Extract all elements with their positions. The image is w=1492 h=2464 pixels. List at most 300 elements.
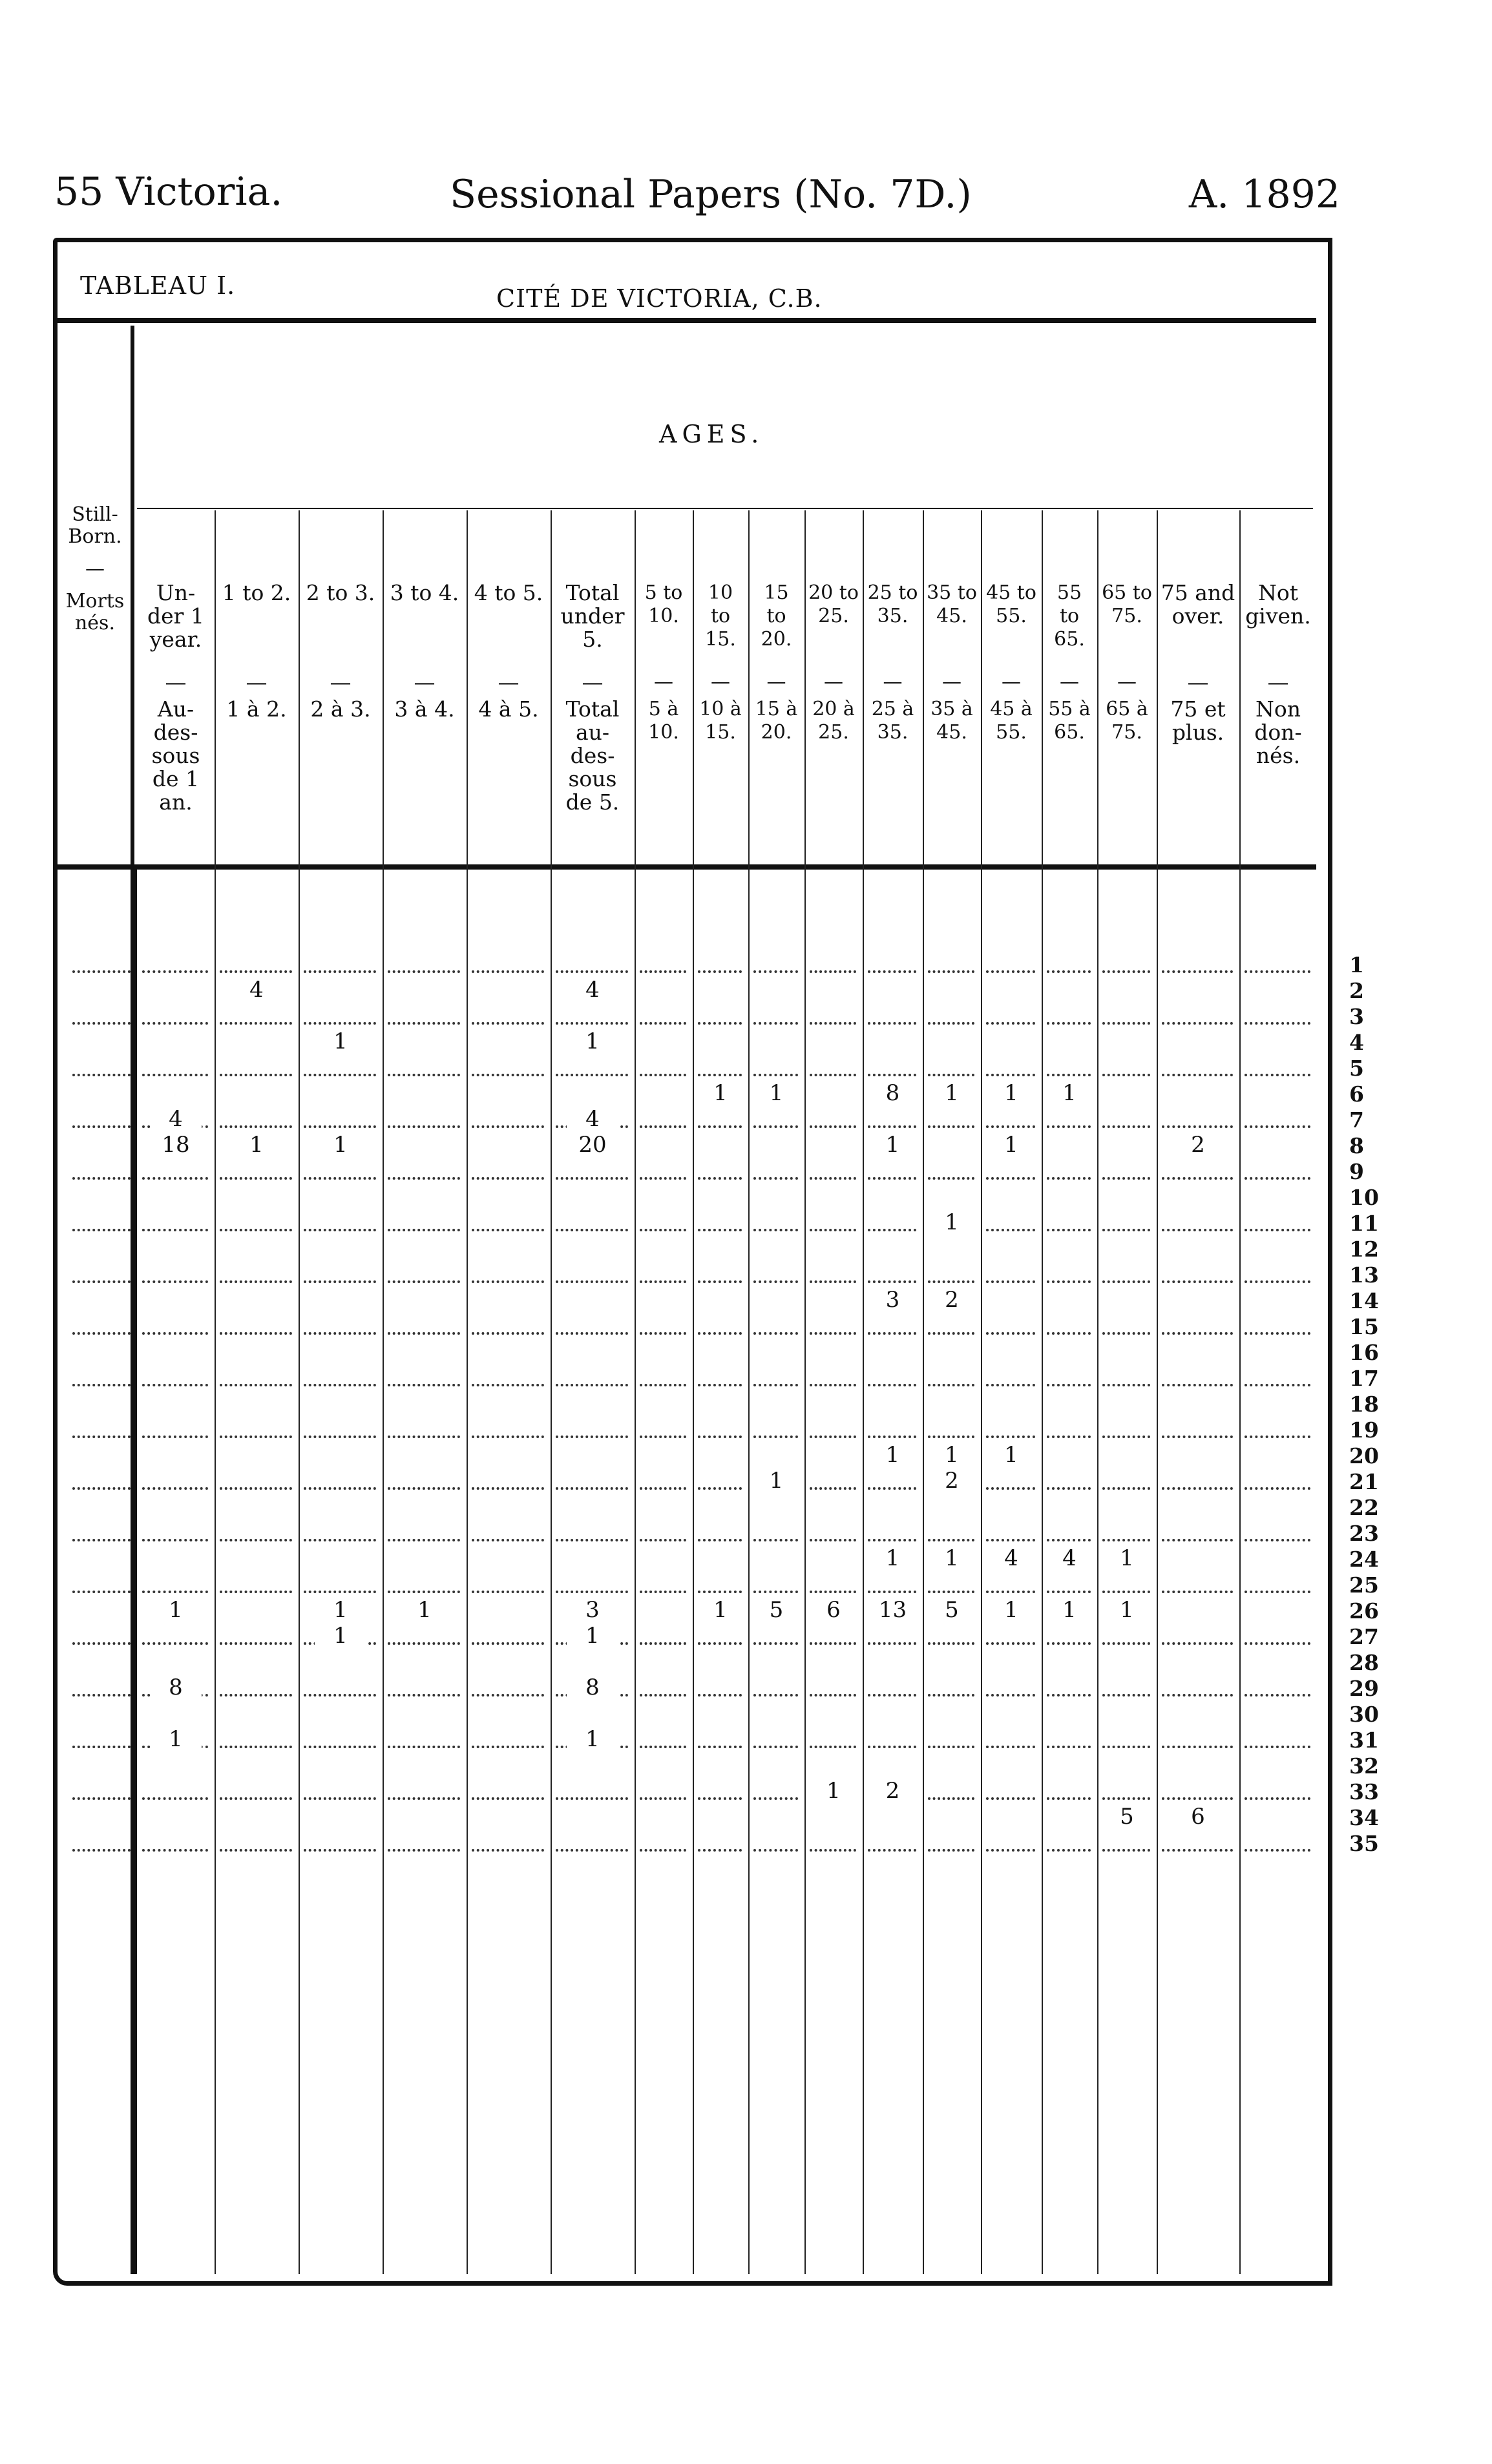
dot-leader <box>142 970 208 973</box>
dot-leader <box>810 1022 856 1025</box>
dot-leader <box>220 1436 292 1438</box>
dot-leader <box>640 1849 686 1852</box>
dot-leader <box>304 1487 376 1490</box>
dot-leader <box>928 1694 974 1697</box>
data-cell: 2 <box>926 1468 978 1494</box>
dot-leader <box>556 1229 628 1231</box>
line-number: 32 <box>1349 1753 1379 1779</box>
dot-leader <box>810 1849 856 1852</box>
dot-leader <box>1162 1074 1233 1076</box>
dot-leader <box>810 970 856 973</box>
dot-leader <box>304 970 376 973</box>
dot-leader <box>472 1280 544 1283</box>
dot-leader <box>1245 1591 1310 1593</box>
dot-leader <box>640 1694 686 1697</box>
column-header-dash: — <box>942 671 961 693</box>
data-cell: 4 <box>231 977 282 1003</box>
dot-leader <box>928 1797 974 1800</box>
column-header-en: 1 to 2. <box>222 580 291 605</box>
data-cell: 8 <box>567 1675 618 1700</box>
line-number: 7 <box>1349 1107 1364 1133</box>
dot-leader <box>72 1436 131 1438</box>
dot-leader <box>986 1797 1035 1800</box>
dot-leader <box>753 1642 798 1645</box>
dot-leader <box>72 970 131 973</box>
data-cell: 8 <box>150 1675 202 1700</box>
dot-leader <box>556 1849 628 1852</box>
dot-leader <box>388 1694 460 1697</box>
column-header <box>383 581 467 721</box>
line-number: 19 <box>1349 1417 1379 1443</box>
data-cell: 3 <box>567 1597 618 1623</box>
dot-leader <box>220 1797 292 1800</box>
dot-leader <box>1162 1229 1233 1231</box>
data-cell: 5 <box>926 1597 978 1623</box>
dot-leader <box>1245 1332 1310 1335</box>
column-divider <box>467 510 468 2274</box>
column-header <box>215 581 299 721</box>
dot-leader <box>698 1229 742 1231</box>
dot-leader <box>304 1436 376 1438</box>
column-header <box>923 581 981 744</box>
dot-leader <box>698 1487 742 1490</box>
dot-leader <box>986 1074 1035 1076</box>
data-cell: 1 <box>867 1545 919 1571</box>
dot-leader <box>640 1280 686 1283</box>
dot-leader <box>388 1591 460 1593</box>
dot-leader <box>810 1591 856 1593</box>
column-header-en: 25 to 35. <box>867 581 918 627</box>
dot-leader <box>72 1642 131 1645</box>
dot-leader <box>640 1591 686 1593</box>
dot-leader <box>1047 1591 1091 1593</box>
data-cell: 4 <box>567 977 618 1003</box>
dot-leader <box>640 1487 686 1490</box>
column-header <box>1157 581 1239 744</box>
dot-leader <box>640 1229 686 1231</box>
column-header-fr: Total au- des- sous de 5. <box>565 696 620 815</box>
dot-leader <box>868 1849 916 1852</box>
dot-leader <box>810 1384 856 1386</box>
dot-leader <box>698 1849 742 1852</box>
column-header-fr: 65 à 75. <box>1106 698 1148 744</box>
dot-leader <box>1162 1487 1233 1490</box>
line-number: 17 <box>1349 1366 1379 1391</box>
dot-leader <box>472 1487 544 1490</box>
dot-leader <box>72 1487 131 1490</box>
dot-leader <box>986 1436 1035 1438</box>
dot-leader <box>304 1125 376 1128</box>
dot-leader <box>640 1384 686 1386</box>
dot-leader <box>1047 1177 1091 1180</box>
dot-leader <box>868 1591 916 1593</box>
dot-leader <box>986 1177 1035 1180</box>
ages-rule <box>137 508 1313 509</box>
data-cell: 1 <box>231 1132 282 1158</box>
line-number: 35 <box>1349 1831 1379 1856</box>
dot-leader <box>986 1280 1035 1283</box>
dot-leader <box>1047 1642 1091 1645</box>
dot-leader <box>388 1384 460 1386</box>
dot-leader <box>1162 1436 1233 1438</box>
data-cell: 1 <box>695 1080 746 1106</box>
line-number: 15 <box>1349 1314 1379 1339</box>
line-number: 1 <box>1349 952 1364 977</box>
column-divider <box>215 510 216 2274</box>
dot-leader <box>928 1280 974 1283</box>
column-header-en: 4 to 5. <box>474 580 543 605</box>
dot-leader <box>72 1022 131 1025</box>
dot-leader <box>698 1384 742 1386</box>
data-cell: 1 <box>985 1080 1037 1106</box>
dot-leader <box>1245 1797 1310 1800</box>
dot-leader <box>304 1074 376 1076</box>
dot-leader <box>142 1591 208 1593</box>
dot-leader <box>472 1849 544 1852</box>
dot-leader <box>810 1487 856 1490</box>
dot-leader <box>810 1539 856 1541</box>
dot-leader <box>472 1332 544 1335</box>
dot-leader <box>1047 1022 1091 1025</box>
line-number: 8 <box>1349 1133 1364 1158</box>
dot-leader <box>986 1332 1035 1335</box>
dot-leader <box>1245 1125 1310 1128</box>
header-bottom-rule <box>53 864 1316 870</box>
dot-leader <box>986 1591 1035 1593</box>
dot-leader <box>1162 1642 1233 1645</box>
data-cell: 1 <box>567 1028 618 1054</box>
data-cell: 1 <box>985 1132 1037 1158</box>
dot-leader <box>1102 1229 1150 1231</box>
dot-leader <box>1245 1539 1310 1541</box>
dot-leader <box>72 1384 131 1386</box>
dot-leader <box>1047 1074 1091 1076</box>
dot-leader <box>1102 1332 1150 1335</box>
dot-leader <box>220 1332 292 1335</box>
dot-leader <box>868 1642 916 1645</box>
data-cell: 6 <box>808 1597 859 1623</box>
dot-leader <box>304 1384 376 1386</box>
dot-leader <box>556 1384 628 1386</box>
dot-leader <box>1245 1280 1310 1283</box>
column-divider <box>1239 510 1241 2274</box>
dot-leader <box>72 1177 131 1180</box>
dot-leader <box>868 1332 916 1335</box>
dot-leader <box>1047 1280 1091 1283</box>
dot-leader <box>868 1487 916 1490</box>
line-number: 21 <box>1349 1469 1379 1494</box>
column-header-fr: 15 à 20. <box>755 698 798 744</box>
column-header-dash: — <box>1060 671 1079 693</box>
dot-leader <box>1245 1074 1310 1076</box>
dot-leader <box>753 1074 798 1076</box>
column-header-en: Un- der 1 year. <box>147 580 204 652</box>
data-cell: 1 <box>315 1028 366 1054</box>
dot-leader <box>388 1280 460 1283</box>
data-cell: 1 <box>315 1623 366 1649</box>
dot-leader <box>142 1539 208 1541</box>
line-number: 4 <box>1349 1030 1364 1055</box>
data-cell: 5 <box>1101 1804 1153 1830</box>
data-cell: 2 <box>926 1287 978 1313</box>
dot-leader <box>753 1797 798 1800</box>
dot-leader <box>388 1074 460 1076</box>
dot-leader <box>868 1746 916 1748</box>
data-cell: 1 <box>926 1209 978 1235</box>
dot-leader <box>753 1694 798 1697</box>
dot-leader <box>810 1229 856 1231</box>
dot-leader <box>868 1125 916 1128</box>
sessional-papers-label: Sessional Papers (No. 7D.) <box>450 172 972 217</box>
line-number: 28 <box>1349 1650 1379 1675</box>
dot-leader <box>1047 1229 1091 1231</box>
dot-leader <box>1245 1177 1310 1180</box>
dot-leader <box>928 1591 974 1593</box>
dot-leader <box>556 1797 628 1800</box>
column-header-en: 10 to 15. <box>705 581 736 651</box>
column-header-fr: 1 à 2. <box>226 696 287 722</box>
column-header-dash: — <box>330 669 352 694</box>
dot-leader <box>304 1539 376 1541</box>
dot-leader <box>72 1074 131 1076</box>
dot-leader <box>220 1125 292 1128</box>
dot-leader <box>72 1229 131 1231</box>
data-cell: 1 <box>315 1132 366 1158</box>
dot-leader <box>220 1642 292 1645</box>
dot-leader <box>556 1022 628 1025</box>
dot-leader <box>698 1539 742 1541</box>
dot-leader <box>472 1384 544 1386</box>
line-number: 27 <box>1349 1624 1379 1649</box>
column-header-dash: — <box>582 669 604 694</box>
dot-leader <box>986 1487 1035 1490</box>
line-number: 18 <box>1349 1392 1379 1417</box>
dot-leader <box>1245 970 1310 973</box>
data-cell: 1 <box>567 1623 618 1649</box>
dot-leader <box>142 1177 208 1180</box>
dot-leader <box>753 1384 798 1386</box>
data-cell: 20 <box>567 1132 618 1158</box>
year-label: A. 1892 <box>1188 172 1340 217</box>
dot-leader <box>753 1539 798 1541</box>
column-header <box>863 581 923 744</box>
dot-leader <box>388 1849 460 1852</box>
dot-leader <box>1245 1849 1310 1852</box>
dot-leader <box>1162 1384 1233 1386</box>
column-divider <box>923 510 924 2274</box>
line-number: 3 <box>1349 1004 1364 1029</box>
dot-leader <box>472 1177 544 1180</box>
dot-leader <box>1102 1436 1150 1438</box>
dot-leader <box>640 1074 686 1076</box>
dot-leader <box>388 1797 460 1800</box>
column-header-en: 55 to 65. <box>1054 581 1085 651</box>
dot-leader <box>472 1436 544 1438</box>
dot-leader <box>1162 1591 1233 1593</box>
dot-leader <box>868 1177 916 1180</box>
dot-leader <box>220 1177 292 1180</box>
data-cell: 3 <box>867 1287 919 1313</box>
dot-leader <box>556 1487 628 1490</box>
dot-leader <box>304 1797 376 1800</box>
data-cell: 1 <box>150 1597 202 1623</box>
caption-rule <box>53 318 1316 323</box>
dot-leader <box>698 1280 742 1283</box>
column-header-dash: — <box>165 669 187 694</box>
dot-leader <box>472 1539 544 1541</box>
data-cell: 6 <box>1172 1804 1224 1830</box>
dot-leader <box>1102 1177 1150 1180</box>
dot-leader <box>388 1229 460 1231</box>
column-header-en: 75 and over. <box>1161 580 1235 629</box>
dot-leader <box>1162 1797 1233 1800</box>
column-header <box>693 581 748 744</box>
dot-leader <box>1047 1436 1091 1438</box>
column-divider <box>748 510 750 2274</box>
dot-leader <box>220 1229 292 1231</box>
dot-leader <box>986 1229 1035 1231</box>
dot-leader <box>472 1229 544 1231</box>
dot-leader <box>640 1539 686 1541</box>
line-numbers <box>1349 952 1379 1857</box>
dot-leader <box>1245 1694 1310 1697</box>
data-cell: 2 <box>867 1778 919 1804</box>
dot-leader <box>72 1591 131 1593</box>
data-cell: 1 <box>751 1468 803 1494</box>
dot-leader <box>868 1694 916 1697</box>
dot-leader <box>72 1332 131 1335</box>
line-number: 31 <box>1349 1728 1379 1753</box>
dot-leader <box>1102 1539 1150 1541</box>
line-number: 11 <box>1349 1211 1379 1236</box>
dot-leader <box>928 1746 974 1748</box>
dot-leader <box>986 1539 1035 1541</box>
data-cell: 1 <box>926 1545 978 1571</box>
stillborn-en: Still-Born. <box>68 503 122 548</box>
dot-leader <box>72 1280 131 1283</box>
line-number: 30 <box>1349 1702 1379 1727</box>
dot-leader <box>810 1746 856 1748</box>
dot-leader <box>753 1280 798 1283</box>
column-header-dash: — <box>1267 669 1289 694</box>
dot-leader <box>1102 1280 1150 1283</box>
data-cell: 2 <box>1172 1132 1224 1158</box>
data-cell: 1 <box>751 1080 803 1106</box>
dot-leader <box>1102 1694 1150 1697</box>
data-cell: 1 <box>1101 1545 1153 1571</box>
dot-leader <box>1102 1591 1150 1593</box>
dot-leader <box>304 1280 376 1283</box>
dot-leader <box>986 1642 1035 1645</box>
dot-leader <box>753 1849 798 1852</box>
dot-leader <box>753 970 798 973</box>
stub-rule <box>133 870 137 2274</box>
line-number: 12 <box>1349 1237 1379 1262</box>
dot-leader <box>304 1849 376 1852</box>
dot-leader <box>928 1384 974 1386</box>
column-header <box>551 581 635 814</box>
dot-leader <box>928 1125 974 1128</box>
dot-leader <box>388 970 460 973</box>
column-header-fr: 45 à 55. <box>990 698 1033 744</box>
dot-leader <box>753 1436 798 1438</box>
running-head <box>54 169 1340 221</box>
column-header-en: 35 to 45. <box>927 581 977 627</box>
dot-leader <box>928 1332 974 1335</box>
dot-leader <box>868 1229 916 1231</box>
data-cell: 1 <box>1101 1597 1153 1623</box>
dot-leader <box>698 1694 742 1697</box>
line-number: 25 <box>1349 1572 1379 1598</box>
column-header-fr: 10 à 15. <box>699 698 742 744</box>
column-header <box>1097 581 1157 744</box>
data-cell: 1 <box>567 1726 618 1752</box>
column-header <box>804 581 863 744</box>
column-header-dash: — <box>824 671 843 693</box>
column-header-fr: 75 et plus. <box>1170 696 1226 745</box>
dot-leader <box>1245 1746 1310 1748</box>
column-divider <box>299 510 300 2274</box>
dot-leader <box>928 1539 974 1541</box>
column-header-fr: 3 à 4. <box>394 696 455 722</box>
data-cell: 4 <box>985 1545 1037 1571</box>
data-cell: 1 <box>926 1080 978 1106</box>
dot-leader <box>304 1591 376 1593</box>
dot-leader <box>698 1332 742 1335</box>
data-cell: 1 <box>1044 1080 1095 1106</box>
dot-leader <box>472 1642 544 1645</box>
dot-leader <box>388 1436 460 1438</box>
dot-leader <box>698 1022 742 1025</box>
dot-leader <box>810 1332 856 1335</box>
dot-leader <box>868 970 916 973</box>
dot-leader <box>810 1694 856 1697</box>
dot-leader <box>142 1332 208 1335</box>
column-header-fr: 4 à 5. <box>478 696 539 722</box>
line-number: 29 <box>1349 1676 1379 1701</box>
dot-leader <box>698 1436 742 1438</box>
dot-leader <box>72 1746 131 1748</box>
dot-leader <box>1102 1384 1150 1386</box>
dot-leader <box>986 1022 1035 1025</box>
data-cell: 1 <box>867 1442 919 1468</box>
dot-leader <box>753 1332 798 1335</box>
dot-leader <box>1047 1694 1091 1697</box>
column-header-fr: 55 à 65. <box>1048 698 1091 744</box>
data-cell: 4 <box>567 1106 618 1132</box>
dot-leader <box>928 1849 974 1852</box>
dot-leader <box>304 1177 376 1180</box>
line-number: 2 <box>1349 978 1364 1003</box>
dot-leader <box>1047 1797 1091 1800</box>
table-label: TABLEAU I. <box>80 271 236 300</box>
dot-leader <box>753 1022 798 1025</box>
dot-leader <box>1047 1332 1091 1335</box>
dot-leader <box>810 1642 856 1645</box>
column-header-dash: — <box>414 669 436 694</box>
column-header-dash: — <box>654 671 673 693</box>
column-header-en: 20 to 25. <box>808 581 859 627</box>
line-number: 26 <box>1349 1598 1379 1624</box>
stillborn-header <box>59 504 131 634</box>
column-divider <box>1157 510 1158 2274</box>
dot-leader <box>928 1177 974 1180</box>
dot-leader <box>1102 970 1150 973</box>
dot-leader <box>220 1074 292 1076</box>
dot-leader <box>928 1074 974 1076</box>
dot-leader <box>556 1539 628 1541</box>
data-cell: 4 <box>150 1106 202 1132</box>
